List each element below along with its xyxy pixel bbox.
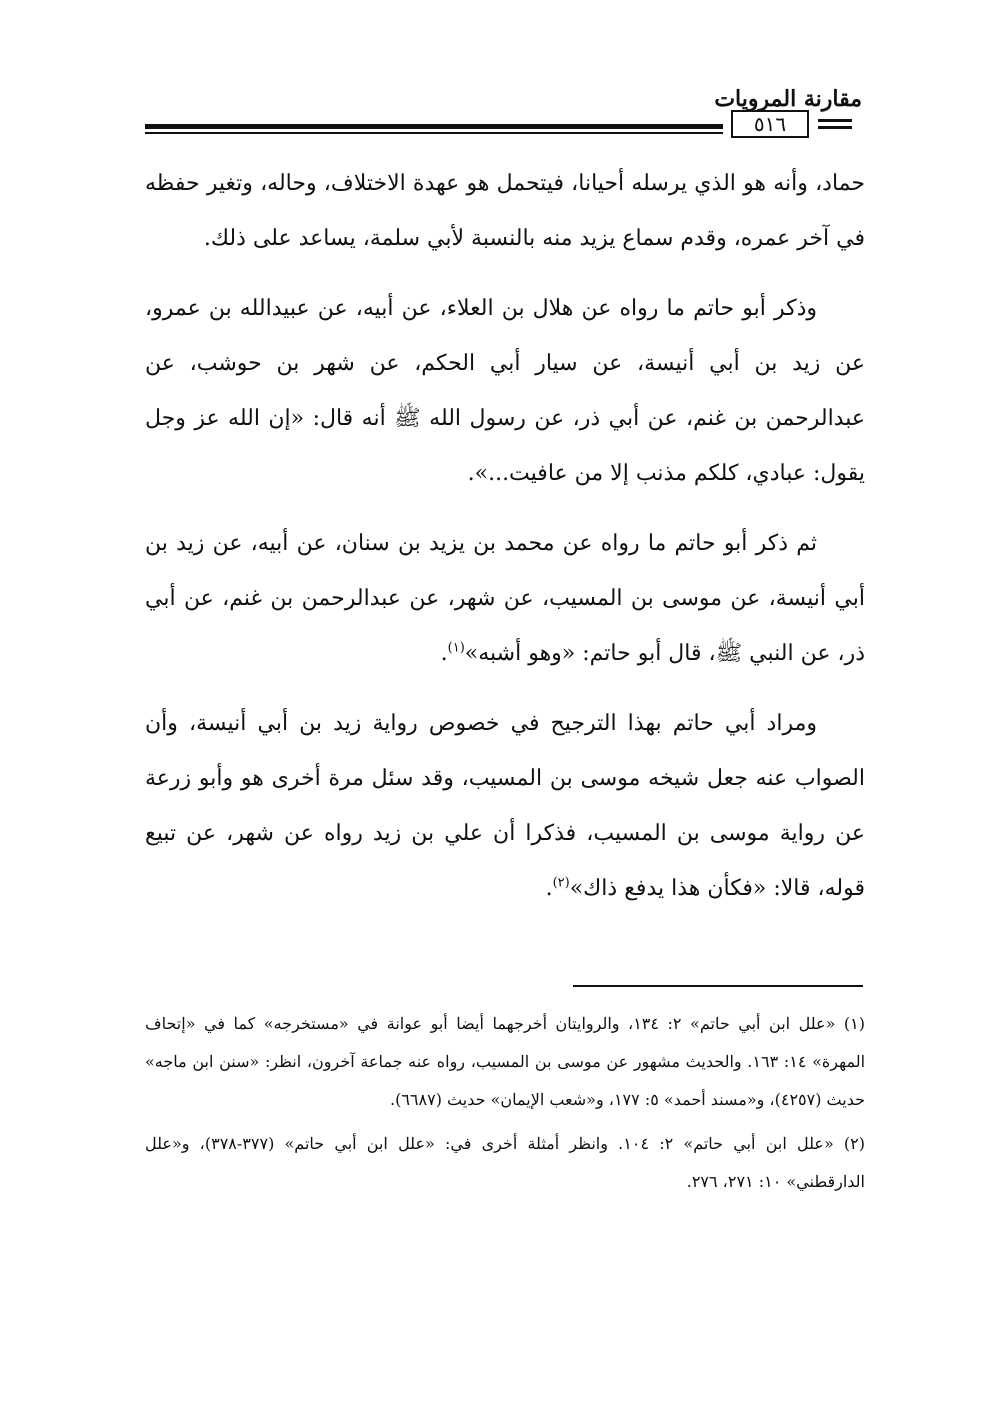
paragraph-3-end: . [440,641,448,666]
paragraph-4-text: ومراد أبي حاتم بهذا الترجيح في خصوص رواية زيد بن أبي أنيسة، وأن الصواب عنه جعل شيخه موسى بن المسيب، وقد سئل مرة أخرى هو وأبو زرعة عن رواية موسى بن المسيب، فذكرا أن علي بن زيد رواه عن شهر، عن تبيع قوله، قالا: «فكأن هذا يدفع ذاك» [145,711,865,901]
paragraph-4 [145,696,865,916]
header-rule-thin [145,132,723,134]
paragraph-1: حماد، وأنه هو الذي يرسله أحيانا، فيتحمل هو عهدة الاختلاف، وحاله، وتغير حفظه في آخر عمره، وقدم سماع يزيد منه بالنسبة لأبي سلمة، يساعد على ذلك. [145,171,865,251]
footnote-2: (٢) «علل ابن أبي حاتم» ٢: ١٠٤. وانظر أمثلة أخرى في: «علل ابن أبي حاتم» (٣٧٧-٣٧٨)، و«علل الدارقطني» ١٠: ٢٧١، ٢٧٦. [145,1134,866,1191]
paragraph-3 [145,516,865,681]
footnote-ref-2[interactable]: (٢) [552,875,570,891]
main-text [145,156,865,916]
paragraph-4-end: . [545,876,553,901]
page-number-ornament-lower [818,126,852,129]
page-number-ornament [818,119,852,122]
header-rule [145,124,723,129]
footnotes [145,1005,865,1201]
paragraph-3-text: ثم ذكر أبو حاتم ما رواه عن محمد بن يزيد بن سنان، عن أبيه، عن زيد بن أبي أنيسة، عن موسى بن المسيب، عن شهر، عن عبدالرحمن بن غنم، عن أبي ذر، عن النبي ﷺ، قال أبو حاتم: «وهو أشبه» [145,531,865,666]
footnote-ref-1[interactable]: (١) [447,640,465,656]
paragraph-2: وذكر أبو حاتم ما رواه عن هلال بن العلاء، عن أبيه، عن عبيدالله بن عمرو، عن زيد بن أبي أنيسة، عن سيار أبي الحكم، عن شهر بن حوشب، عن عبدالرحمن بن غنم، عن أبي ذر، عن رسول الله ﷺ أنه قال: «إن الله عز وجل يقول: عبادي، كلكم مذنب إلا من عافيت...». [145,296,865,486]
footnote-separator [573,985,863,987]
page-number: ٥١٦ [731,110,809,138]
footnote-1: (١) «علل ابن أبي حاتم» ٢: ١٣٤، والروايتان أخرجهما أيضا أبو عوانة في «مستخرجه» كما في «إتحاف المهرة» ١٤: ١٦٣. والحديث مشهور عن موسى بن المسيب، رواه عنه جماعة آخرون، انظر: «سنن ابن ماجه» حديث (٤٢٥٧)، و«مسند أحمد» ٥: ١٧٧، و«شعب الإيمان» حديث (٦٦٨٧). [145,1014,866,1109]
running-header-title: مقارنة المرويات [714,86,862,112]
